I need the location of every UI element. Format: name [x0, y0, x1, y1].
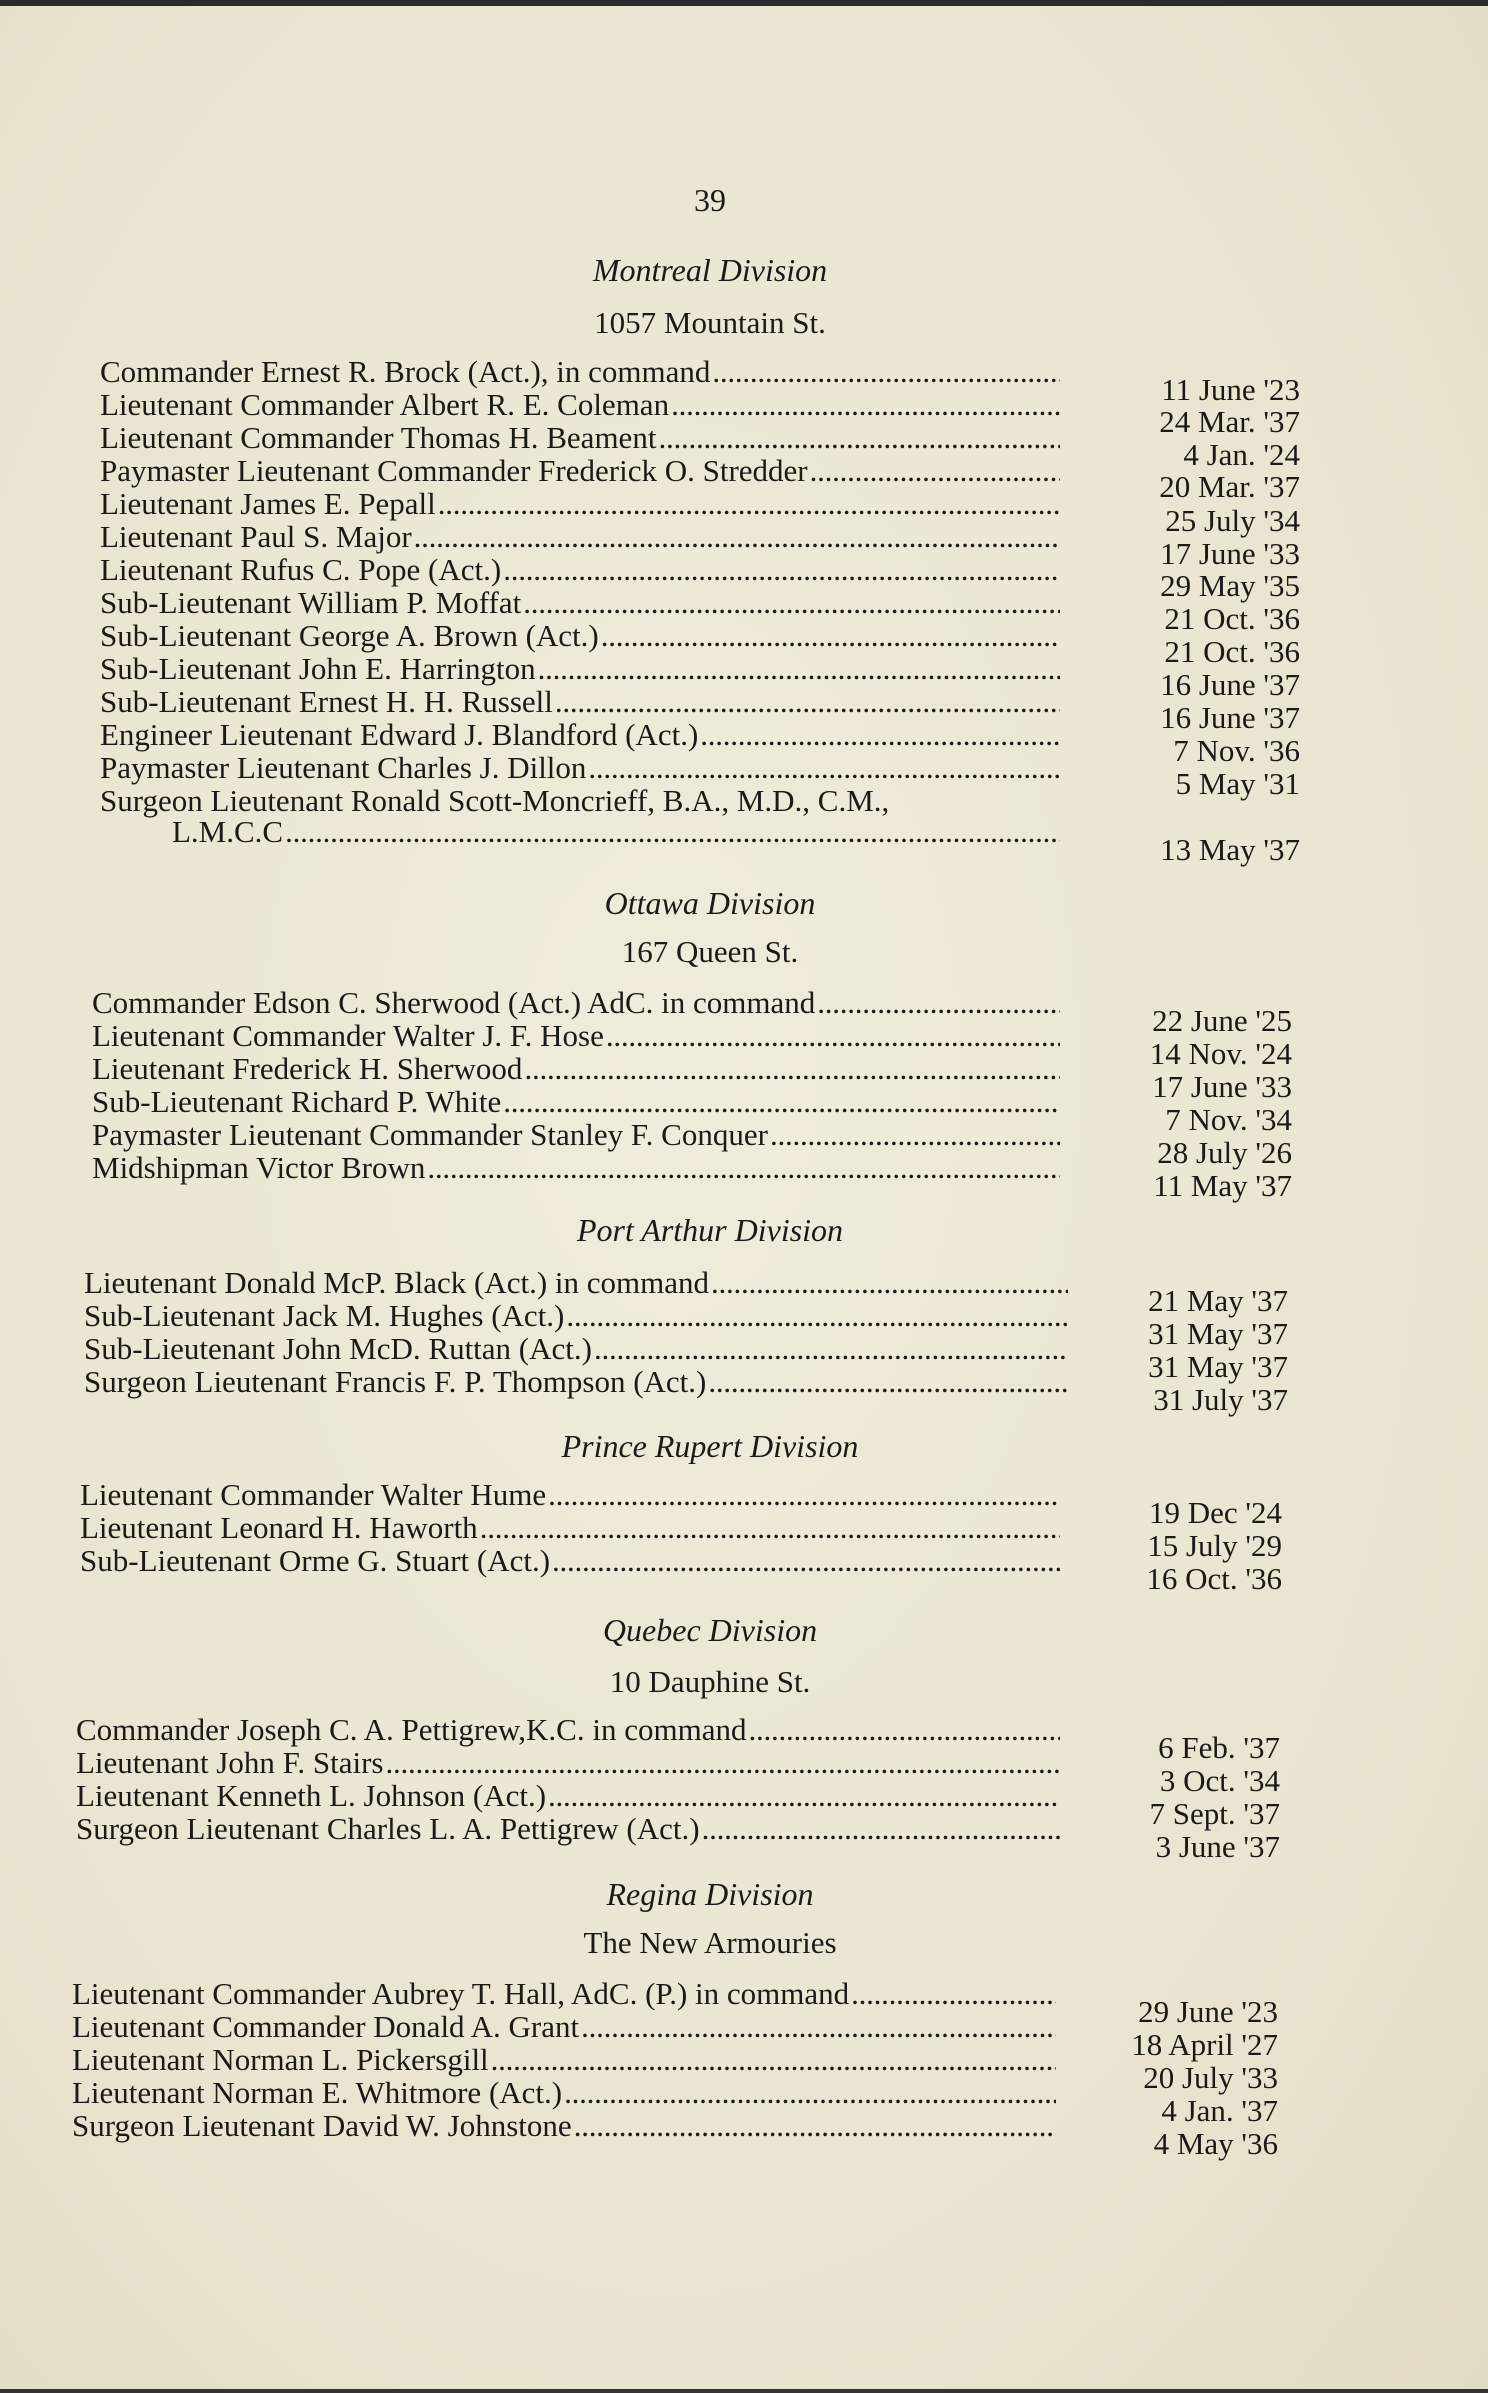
appointment-date: 5 May '31: [1175, 766, 1300, 801]
page-number: 39: [694, 182, 726, 218]
leader-dots: [748, 1713, 1060, 1747]
appointment-date: 7 Nov. '36: [1173, 733, 1300, 768]
appointment-date: 31 May '37: [1148, 1349, 1288, 1384]
officer-entry: [72, 1977, 1056, 2011]
division-address: 1057 Mountain St.: [594, 305, 826, 340]
officer-name: Surgeon Lieutenant Francis F. P. Thompson (Act.): [84, 1364, 707, 1399]
division-title: Prince Rupert Division: [561, 1428, 859, 1464]
appointment-date: 4 May '36: [1153, 2126, 1278, 2161]
officer-name: Lieutenant Commander Aubrey T. Hall, AdC. (P.) in command: [72, 1976, 850, 2011]
officer-entry: [84, 1365, 1068, 1399]
appointment-date: 28 July '26: [1157, 1135, 1292, 1170]
officer-name: Lieutenant Norman L. Pickersgill: [72, 2042, 489, 2077]
leader-dots: [555, 685, 1060, 719]
officer-name: Lieutenant Norman E. Whitmore (Act.): [72, 2075, 563, 2110]
leader-dots: [523, 586, 1060, 620]
appointment-date: 11 June '23: [1161, 372, 1300, 407]
appointment-date: 22 June '25: [1152, 1003, 1292, 1038]
officer-entry: [100, 751, 1060, 785]
officer-entry: [100, 586, 1060, 620]
officer-name: Paymaster Lieutenant Charles J. Dillon: [100, 750, 587, 785]
officer-entry: [76, 1779, 1060, 1813]
officer-entry: [100, 652, 1060, 686]
appointment-date: 16 June '37: [1160, 667, 1300, 702]
leader-dots: [581, 2010, 1056, 2044]
officer-name: Sub-Lieutenant Orme G. Stuart (Act.): [80, 1543, 551, 1578]
officer-entry: [100, 619, 1060, 653]
officer-name: Sub-Lieutenant Ernest H. H. Russell: [100, 684, 553, 719]
officer-name: Surgeon Lieutenant Ronald Scott-Moncrieff, B.A., M.D., C.M.,: [100, 783, 890, 818]
appointment-date: 25 July '34: [1165, 503, 1300, 538]
appointment-date: 7 Sept. '37: [1149, 1796, 1280, 1831]
leader-dots: [711, 1266, 1068, 1300]
leader-dots: [548, 1779, 1060, 1813]
leader-dots: [414, 520, 1060, 554]
leader-dots: [708, 1365, 1068, 1399]
leader-dots: [601, 619, 1060, 653]
officer-name: Lieutenant Kenneth L. Johnson (Act.): [76, 1778, 547, 1813]
appointment-date: 21 Oct. '36: [1164, 601, 1300, 636]
leader-dots: [548, 1478, 1060, 1512]
leader-dots: [538, 652, 1060, 686]
leader-dots: [770, 1118, 1060, 1152]
officer-entry: [100, 388, 1060, 422]
officer-name: Sub-Lieutenant George A. Brown (Act.): [100, 618, 599, 653]
leader-dots: [386, 1746, 1061, 1780]
officer-name-continuation: L.M.C.C: [172, 814, 284, 849]
officer-name: Lieutenant Commander Walter J. F. Hose: [92, 1018, 604, 1053]
officer-entry: [100, 685, 1060, 719]
leader-dots: [491, 2043, 1056, 2077]
officer-entry: [80, 1511, 1060, 1545]
leader-dots: [700, 718, 1060, 752]
officer-entry: [76, 1713, 1060, 1747]
officer-entry: [92, 1085, 1060, 1119]
officer-entry: [100, 454, 1060, 488]
officer-entry: [92, 986, 1060, 1020]
officer-entry: [72, 2076, 1056, 2110]
appointment-date: 19 Dec '24: [1149, 1495, 1282, 1530]
officer-name: Lieutenant Leonard H. Haworth: [80, 1510, 478, 1545]
appointment-date: 17 June '33: [1160, 536, 1300, 571]
appointment-date: 15 July '29: [1147, 1528, 1282, 1563]
officer-name: Sub-Lieutenant John E. Harrington: [100, 651, 536, 686]
leader-dots: [524, 1052, 1060, 1086]
officer-entry: [84, 1332, 1068, 1366]
officer-name: Sub-Lieutenant William P. Moffat: [100, 585, 522, 620]
appointment-date: 6 Feb. '37: [1158, 1730, 1280, 1765]
officer-entry: [100, 718, 1060, 752]
officer-name: Lieutenant James E. Pepall: [100, 486, 436, 521]
officer-name: Lieutenant John F. Stairs: [76, 1745, 384, 1780]
leader-dots: [588, 751, 1060, 785]
officer-entry: [100, 553, 1060, 587]
officer-entry: [84, 1299, 1068, 1333]
officer-name: Lieutenant Commander Walter Hume: [80, 1477, 547, 1512]
appointment-date: 24 Mar. '37: [1159, 404, 1300, 439]
leader-dots: [503, 1085, 1060, 1119]
division-title: Quebec Division: [602, 1612, 818, 1648]
officer-entry: [72, 2010, 1056, 2044]
officer-entry: [84, 1266, 1068, 1300]
officer-name: Sub-Lieutenant John McD. Ruttan (Act.): [84, 1331, 592, 1366]
officer-name: Sub-Lieutenant Richard P. White: [92, 1084, 502, 1119]
leader-dots: [606, 1019, 1060, 1053]
officer-name: Engineer Lieutenant Edward J. Blandford (Act.): [100, 717, 699, 752]
leader-dots: [438, 487, 1060, 521]
appointment-date: 29 June '23: [1138, 1994, 1278, 2029]
leader-dots: [817, 986, 1060, 1020]
officer-entry: [100, 520, 1060, 554]
officer-name: Commander Edson C. Sherwood (Act.) AdC. in command: [92, 985, 816, 1020]
officer-name: Paymaster Lieutenant Commander Stanley F. Conquer: [92, 1117, 768, 1152]
page-bottom-edge: [0, 2389, 1488, 2393]
officer-entry: [72, 2043, 1056, 2077]
leader-dots: [552, 1544, 1060, 1578]
officer-entry-continuation: [172, 815, 1060, 849]
leader-dots: [658, 421, 1060, 455]
appointment-date: 7 Nov. '34: [1165, 1102, 1292, 1137]
leader-dots: [566, 1299, 1068, 1333]
appointment-date: 20 July '33: [1143, 2060, 1278, 2095]
leader-dots: [285, 815, 1060, 849]
appointment-date: 16 Oct. '36: [1146, 1561, 1282, 1596]
division-title: Port Arthur Division: [576, 1212, 844, 1248]
officer-name: Lieutenant Commander Albert R. E. Coleman: [100, 387, 670, 422]
officer-entry: [80, 1478, 1060, 1512]
appointment-date: 21 Oct. '36: [1164, 634, 1300, 669]
division-address: The New Armouries: [583, 1925, 837, 1960]
appointment-date: 11 May '37: [1153, 1168, 1292, 1203]
leader-dots: [574, 2109, 1056, 2143]
leader-dots: [503, 553, 1060, 587]
leader-dots: [851, 1977, 1056, 2011]
leader-dots: [480, 1511, 1060, 1545]
division-title: Ottawa Division: [604, 885, 816, 921]
officer-name: Surgeon Lieutenant David W. Johnstone: [72, 2108, 572, 2143]
officer-name: Lieutenant Commander Thomas H. Beament: [100, 420, 657, 455]
appointment-date: 17 June '33: [1152, 1069, 1292, 1104]
appointment-date: 31 May '37: [1148, 1316, 1288, 1351]
officer-name: Lieutenant Donald McP. Black (Act.) in command: [84, 1265, 710, 1300]
leader-dots: [594, 1332, 1068, 1366]
officer-name: Surgeon Lieutenant Charles L. A. Pettigrew (Act.): [76, 1811, 700, 1846]
officer-entry: [100, 784, 1060, 818]
leader-dots: [712, 355, 1060, 389]
leader-dots: [810, 454, 1060, 488]
officer-name: Commander Joseph C. A. Pettigrew,K.C. in command: [76, 1712, 747, 1747]
division-address: 167 Queen St.: [621, 934, 799, 969]
appointment-date: 31 July '37: [1153, 1382, 1288, 1417]
officer-entry: [92, 1118, 1060, 1152]
officer-name: Sub-Lieutenant Jack M. Hughes (Act.): [84, 1298, 565, 1333]
officer-name: Paymaster Lieutenant Commander Frederick O. Stredder: [100, 453, 808, 488]
officer-entry: [76, 1746, 1060, 1780]
officer-entry: [100, 421, 1060, 455]
officer-entry: [92, 1151, 1060, 1185]
leader-dots: [427, 1151, 1060, 1185]
appointment-date: 3 June '37: [1155, 1829, 1280, 1864]
appointment-date: 13 May '37: [1160, 832, 1300, 867]
appointment-date: 20 Mar. '37: [1159, 469, 1300, 504]
officer-entry: [72, 2109, 1056, 2143]
officer-entry: [100, 487, 1060, 521]
appointment-date: 21 May '37: [1148, 1283, 1288, 1318]
leader-dots: [702, 1812, 1060, 1846]
officer-entry: [92, 1019, 1060, 1053]
appointment-date: 16 June '37: [1160, 700, 1300, 735]
appointment-date: 29 May '35: [1160, 568, 1300, 603]
appointment-date: 4 Jan. '37: [1161, 2093, 1278, 2128]
appointment-date: 4 Jan. '24: [1183, 437, 1300, 472]
appointment-date: 14 Nov. '24: [1149, 1036, 1292, 1071]
division-title: Regina Division: [606, 1876, 814, 1912]
appointment-date: 18 April '27: [1131, 2027, 1278, 2062]
appointment-date: 3 Oct. '34: [1159, 1763, 1280, 1798]
leader-dots: [671, 388, 1060, 422]
officer-name: Lieutenant Paul S. Major: [100, 519, 412, 554]
division-address: 10 Dauphine St.: [609, 1664, 811, 1699]
officer-name: Midshipman Victor Brown: [92, 1150, 426, 1185]
officer-entry: [76, 1812, 1060, 1846]
leader-dots: [564, 2076, 1056, 2110]
division-title: Montreal Division: [592, 252, 828, 288]
officer-name: Lieutenant Frederick H. Sherwood: [92, 1051, 523, 1086]
officer-entry: [80, 1544, 1060, 1578]
officer-name: Lieutenant Commander Donald A. Grant: [72, 2009, 580, 2044]
officer-entry: [92, 1052, 1060, 1086]
officer-name: Commander Ernest R. Brock (Act.), in command: [100, 354, 711, 389]
officer-name: Lieutenant Rufus C. Pope (Act.): [100, 552, 502, 587]
officer-entry: [100, 355, 1060, 389]
